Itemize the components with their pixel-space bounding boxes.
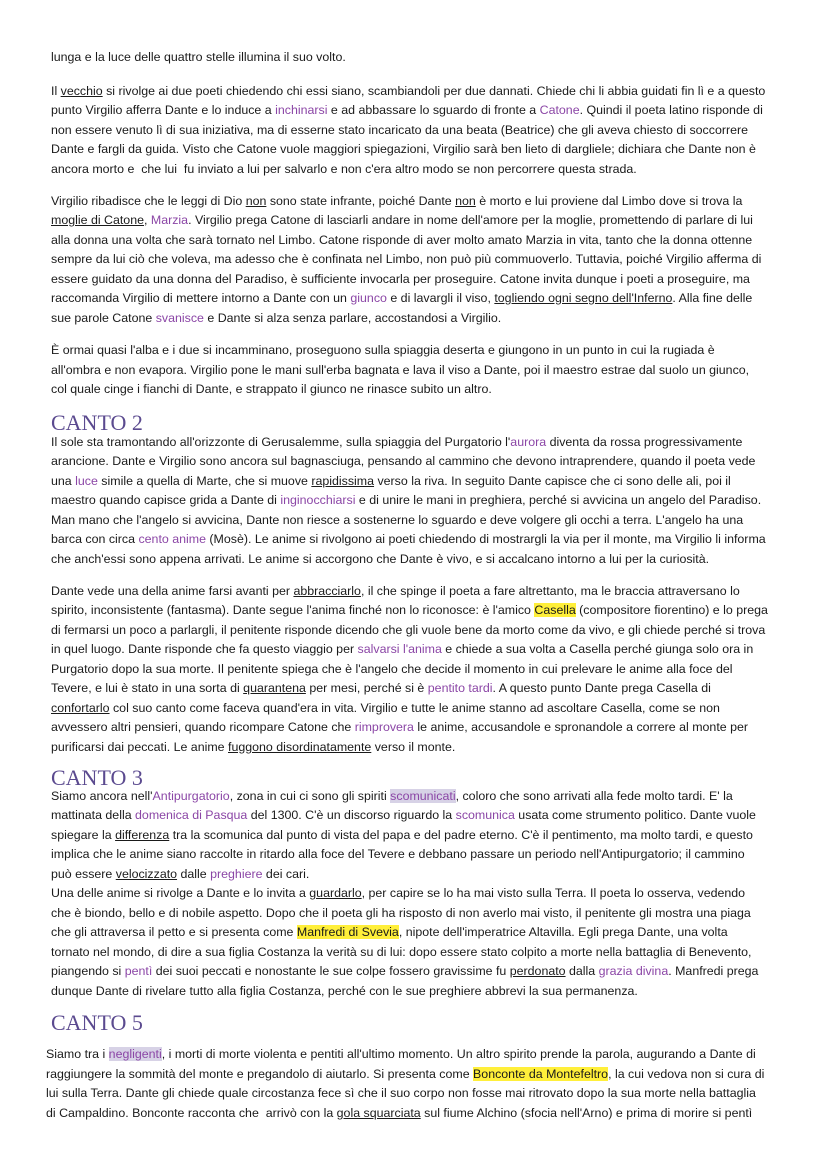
text-run: inginocchiarsi bbox=[280, 493, 356, 507]
text-line bbox=[51, 192, 742, 211]
text-run: differenza bbox=[115, 828, 170, 842]
text-line bbox=[51, 270, 750, 289]
text-run: Marzia bbox=[150, 213, 189, 227]
text-run: lunga e la luce delle quattro stelle illumina il suo volto. bbox=[51, 50, 346, 64]
text-run: raggiungere la sommità del monte e pregandolo di aiutarlo. Si presenta come bbox=[46, 1067, 474, 1081]
text-run: non essere venuto lì di sua iniziativa, ma di esserne stato incaricato da una beata (Beatrice) che gli aveva chiesto di soccorrere bbox=[51, 123, 749, 137]
text-run: per mesi, perché si è bbox=[305, 681, 428, 695]
text-run: , il che spinge il poeta a fare altrettanto, ma le braccia attraversano lo bbox=[360, 584, 740, 598]
heading-canto-2: CANTO 2 bbox=[51, 410, 143, 435]
text-run: preghiere bbox=[210, 867, 263, 881]
text-run: dunque Dante di rivelare tutto alla figlia Costanza, perché con le sue preghiere abbrevi la sua permanenza. bbox=[51, 984, 638, 998]
text-run: . Virgilio prega Catone di lasciarli andare in nome dell'amore per la moglie, promettendo di parlare di lui bbox=[188, 213, 753, 227]
text-line bbox=[51, 923, 728, 942]
text-line bbox=[51, 309, 501, 328]
text-run: sempre da lui ciò che voleva, ma adesso che è confinata nel Limbo, non può più commuoverlo. Tuttavia, poiché Virgilio afferma di bbox=[51, 252, 762, 266]
text-run: le anime, accusandole e spronandole a correre al monte per bbox=[413, 720, 749, 734]
text-run: usata come strumento politico. Dante vuole bbox=[514, 808, 756, 822]
text-run: in quel luogo. Dante risponde che fa questo viaggio per bbox=[51, 642, 358, 656]
text-line bbox=[51, 699, 720, 718]
text-run: pentito tardi bbox=[427, 681, 493, 695]
text-run: abbracciarlo bbox=[293, 584, 361, 598]
text-line bbox=[51, 826, 753, 845]
text-line bbox=[51, 472, 731, 491]
text-run: ancora morto e che lui fu inviato a lui per salvarlo e non c'era altro modo se non percorrere questa strada. bbox=[51, 162, 637, 176]
text-run: sue parole Catone bbox=[51, 311, 156, 325]
text-line bbox=[51, 582, 740, 601]
text-run: Una delle anime si rivolge a Dante e lo invita a bbox=[51, 886, 310, 900]
text-run: salvarsi l'anima bbox=[357, 642, 442, 656]
text-line bbox=[51, 491, 761, 510]
text-line bbox=[51, 621, 765, 640]
text-run: arancione. Dante e Virgilio sono ancora sul bagnasciuga, pensando al cammino che devono intraprendere, quando il poeta vede bbox=[51, 454, 756, 468]
text-run: Virgilio ribadisce che le leggi di Dio bbox=[51, 194, 246, 208]
text-line bbox=[51, 511, 743, 530]
text-run: che anch'essi sono appena arrivati. Le anime si accorgono che Dante è vivo, e si accalcano intorno a lui per la curiosità. bbox=[51, 552, 710, 566]
text-run: Il bbox=[51, 84, 61, 98]
text-run: fuggono disordinatamente bbox=[228, 740, 372, 754]
text-run: grazia divina bbox=[598, 964, 669, 978]
text-run: maestro quando capisce grida a Dante di bbox=[51, 493, 281, 507]
text-run: del 1300. C'è un discorso riguardo la bbox=[247, 808, 456, 822]
text-run: Antipurgatorio bbox=[152, 789, 230, 803]
text-run: verso la riva. In seguito Dante capisce che ci sono delle ali, poi il bbox=[374, 474, 731, 488]
text-line bbox=[51, 601, 768, 620]
text-run: che gli attraversa il petto e si presenta come bbox=[51, 925, 297, 939]
text-run: e di lavargli il viso, bbox=[386, 291, 495, 305]
text-run: , per capire se lo ha mai visto sulla Terra. Il poeta lo osserva, vedendo bbox=[361, 886, 746, 900]
text-run: Purgatorio dopo la sua morte. Il penitente spiega che è l'angelo che decide il momento in cui prelevare le anime alla foce del bbox=[51, 662, 733, 676]
text-run: avvessero altri pensieri, quando ricompare Catone che bbox=[51, 720, 355, 734]
text-line bbox=[51, 806, 756, 825]
text-run: dei cari. bbox=[262, 867, 310, 881]
text-run: piangendo si bbox=[51, 964, 125, 978]
text-line bbox=[51, 679, 711, 698]
text-run: e ad abbassare lo sguardo di fronte a bbox=[327, 103, 540, 117]
text-line bbox=[51, 452, 755, 471]
text-line bbox=[51, 718, 748, 737]
text-line bbox=[51, 738, 455, 757]
text-run: rapidissima bbox=[311, 474, 375, 488]
text-run: . A questo punto Dante prega Casella di bbox=[492, 681, 711, 695]
text-run: può essere bbox=[51, 867, 116, 881]
text-line bbox=[51, 530, 766, 549]
text-run: tornato nel mondo, di dire a sua figlia Costanza la verità su di lui: dopo essere stato colpito a morte nella battaglia di Benevento, bbox=[51, 945, 752, 959]
text-run: è morto e lui proviene dal Limbo dove si trova la bbox=[475, 194, 743, 208]
text-run: velocizzato bbox=[115, 867, 178, 881]
text-run: dalla bbox=[565, 964, 599, 978]
text-line bbox=[51, 140, 756, 159]
text-line bbox=[51, 845, 745, 864]
text-run: , coloro che sono arrivati alla fede molto tardi. E' la bbox=[455, 789, 733, 803]
text-line bbox=[51, 884, 745, 903]
heading-canto-3: CANTO 3 bbox=[51, 765, 143, 790]
text-run: tra la scomunica dal punto di vista del papa e del padre eterno. C'è il pentimento, ma molto tardi, e questo bbox=[169, 828, 753, 842]
text-run: (Mosè). Le anime si rivolgono ai poeti chiedendo di mostrargli la via per il monte, ma Virgilio li informa bbox=[205, 532, 766, 546]
text-run: Dante vede una della anime farsi avanti per bbox=[51, 584, 294, 598]
text-run: raccomanda Virgilio di mettere intorno a Dante con un bbox=[51, 291, 351, 305]
text-line bbox=[46, 1084, 756, 1103]
text-run: non bbox=[455, 194, 476, 208]
text-line bbox=[51, 101, 763, 120]
text-line bbox=[51, 787, 733, 806]
text-line bbox=[51, 341, 715, 360]
text-line bbox=[51, 48, 346, 67]
text-line bbox=[51, 865, 309, 884]
text-run: . Quindi il poeta latino risponde di bbox=[579, 103, 763, 117]
text-run: gola squarciata bbox=[336, 1106, 421, 1120]
text-run: e di unire le mani in preghiera, perché si avvicina un angelo del Paradiso. bbox=[355, 493, 762, 507]
text-run: di Campaldino. Bonconte racconta che arrivò con la bbox=[46, 1106, 337, 1120]
text-line bbox=[51, 82, 765, 101]
text-run: lui sulla Terra. Dante gli chiede quale circostanza fece sì che il suo corpo non fosse mai ritrovato dopo la sua morte nella battaglia bbox=[46, 1086, 756, 1100]
text-run: col suo canto come faceva quand'era in vita. Virgilio e tutte le anime stanno ad ascoltare Casella, come se non bbox=[109, 701, 720, 715]
text-run: Bonconte da Montefeltro bbox=[473, 1067, 609, 1081]
text-run: che è biondo, bello e di nobile aspetto. Dopo che il poeta gli ha risposto di non averlo mai visto, il penitente gli mostra una piaga bbox=[51, 906, 751, 920]
text-run: Casella bbox=[534, 603, 576, 617]
text-run: di fermarsi un poco a parlargli, il penitente risponde dicendo che gli vuole bene da morto come da vivo, e gli chiede perché si trova bbox=[51, 623, 766, 637]
text-run: purificarsi dai peccati. Le anime bbox=[51, 740, 228, 754]
text-line bbox=[51, 640, 753, 659]
text-run: Il sole sta tramontando all'orizzonte di Gerusalemme, sulla spiaggia del Purgatorio l' bbox=[51, 435, 511, 449]
text-run: sono state infrante, poiché Dante bbox=[266, 194, 456, 208]
text-run: svanisce bbox=[155, 311, 204, 325]
text-run: diventa da rossa progressivamente bbox=[546, 435, 743, 449]
text-run: Siamo ancora nell' bbox=[51, 789, 153, 803]
text-line bbox=[51, 380, 492, 399]
text-run: luce bbox=[75, 474, 98, 488]
text-run: , bbox=[143, 213, 151, 227]
text-run: dalle bbox=[177, 867, 211, 881]
text-run: spiegare la bbox=[51, 828, 116, 842]
text-run: vecchio bbox=[60, 84, 103, 98]
text-run: , i morti di morte violenta e pentiti all'ultimo momento. Un altro spirito prende la parola, augurando a Dante di bbox=[161, 1047, 756, 1061]
text-run: guardarlo bbox=[309, 886, 362, 900]
text-run: Manfredi di Svevia bbox=[296, 925, 399, 939]
text-line bbox=[51, 550, 709, 569]
text-run: È ormai quasi l'alba e i due si incamminano, proseguono sulla spiaggia deserta e giungono in un punto in cui la rugiada è bbox=[51, 343, 715, 357]
text-run: barca con circa bbox=[51, 532, 139, 546]
text-run: non bbox=[245, 194, 267, 208]
text-run: Catone bbox=[539, 103, 580, 117]
text-run: quarantena bbox=[243, 681, 306, 695]
text-run: sul fiume Alchino (sfocia nell'Arno) e prima di morire si pentì bbox=[420, 1106, 753, 1120]
text-run: si rivolge ai due poeti chiedendo chi essi siano, scambiandoli per due dannati. Chiede chi li abbia guidati fin lì e a questo bbox=[102, 84, 766, 98]
text-run: inchinarsi bbox=[275, 103, 328, 117]
text-run: aurora bbox=[510, 435, 547, 449]
text-run: Siamo tra i bbox=[46, 1047, 109, 1061]
text-run: scomunica bbox=[455, 808, 515, 822]
text-run: cento anime bbox=[138, 532, 206, 546]
text-run: Dante e fargli da guida. Visto che Catone vuole maggiori spiegazioni, Virgilio sarà ben lieto di dargliele; dichiara che Dante non è bbox=[51, 142, 756, 156]
text-run: mattinata della bbox=[51, 808, 136, 822]
text-run: e chiede a sua volta a Casella perché giunga solo ora in bbox=[441, 642, 754, 656]
text-run: essere guidato da una donna del Paradiso, è sufficiente invocarla per proseguire. Catone invita dunque i poeti a proseguire, ma bbox=[51, 272, 750, 286]
text-line bbox=[51, 982, 638, 1001]
text-run: confortarlo bbox=[51, 701, 110, 715]
text-line bbox=[51, 250, 761, 269]
text-run: implica che le anime siano raccolte in ritardo alla foce del Tevere e debbano passare un periodo nell'Antipurgatorio; il cammino bbox=[51, 847, 745, 861]
text-run: e Dante si alza senza parlare, accostandosi a Virgilio. bbox=[203, 311, 502, 325]
text-run: una bbox=[51, 474, 76, 488]
text-line bbox=[51, 904, 751, 923]
text-run: moglie di Catone bbox=[51, 213, 144, 227]
text-line bbox=[46, 1045, 756, 1064]
text-run: , la cui vedova non si cura di bbox=[608, 1067, 765, 1081]
text-run: Tevere, e lui è stato in una sorta di bbox=[51, 681, 244, 695]
text-run: simile a quella di Marte, che si muove bbox=[97, 474, 312, 488]
text-line bbox=[46, 1065, 764, 1084]
heading-canto-5: CANTO 5 bbox=[51, 1010, 143, 1035]
text-line bbox=[51, 211, 753, 230]
text-run: negligenti bbox=[108, 1047, 162, 1061]
text-line bbox=[51, 361, 749, 380]
text-run: alla donna una volta che sarà tornato nel Limbo. Catone risponde di aver molto amato Marzia in vita, tanto che la donna ottenne bbox=[51, 233, 753, 247]
text-run: dei suoi peccati e nonostante le sue colpe fossero gravissime fu bbox=[152, 964, 510, 978]
text-run: col quale cinge i fianchi di Dante, e strappato il giunco ne rinasce subito un altro. bbox=[51, 382, 492, 396]
text-run: , zona in cui ci sono gli spiriti bbox=[229, 789, 391, 803]
text-line bbox=[51, 231, 752, 250]
text-run: punto Virgilio afferra Dante e lo induce a bbox=[51, 103, 276, 117]
text-run: verso il monte. bbox=[371, 740, 456, 754]
text-run: spirito, inconsistente (fantasma). Dante segue l'anima finché non lo riconosce: è l'amico bbox=[51, 603, 535, 617]
text-run: (compositore fiorentino) e lo prega bbox=[575, 603, 768, 617]
text-line bbox=[51, 121, 748, 140]
text-line bbox=[51, 289, 752, 308]
text-line bbox=[46, 1104, 752, 1123]
text-line bbox=[51, 962, 758, 981]
text-run: , nipote dell'imperatrice Altavilla. Egli prega Dante, una volta bbox=[398, 925, 728, 939]
text-line bbox=[51, 943, 752, 962]
text-run: giunco bbox=[350, 291, 387, 305]
text-line bbox=[51, 433, 742, 452]
text-run: . Manfredi prega bbox=[668, 964, 759, 978]
text-run: scomunicati bbox=[390, 789, 456, 803]
text-run: pentì bbox=[124, 964, 153, 978]
text-run: Man mano che l'angelo si avvicina, Dante non riesce a sostenerne lo sguardo e deve volgere gli occhi a terra. L'angelo ha una bbox=[51, 513, 744, 527]
text-run: domenica di Pasqua bbox=[135, 808, 248, 822]
text-run: . Alla fine delle bbox=[672, 291, 753, 305]
text-run: rimprovera bbox=[354, 720, 414, 734]
text-run: togliendo ogni segno dell'Inferno bbox=[494, 291, 673, 305]
text-run: all'ombra e non evapora. Virgilio pone le mani sull'erba bagnata e lava il viso a Dante, poi il maestro estrae dal suolo un giunco, bbox=[51, 363, 750, 377]
text-run: perdonato bbox=[509, 964, 566, 978]
text-line bbox=[51, 660, 733, 679]
text-line bbox=[51, 160, 637, 179]
